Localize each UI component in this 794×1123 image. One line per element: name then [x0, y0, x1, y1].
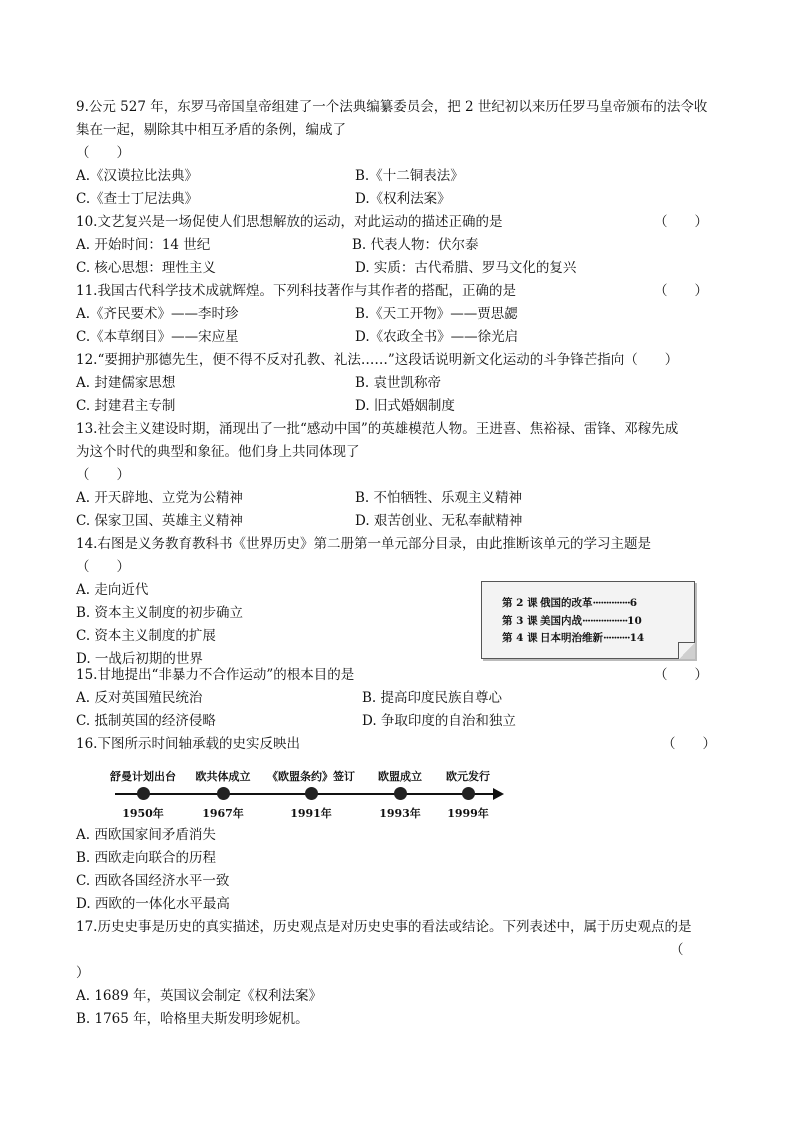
- timeline-point: [462, 787, 475, 800]
- q11-option-c: C.《本草纲目》——宋应星: [76, 329, 239, 345]
- timeline-point: [217, 787, 230, 800]
- q15-option-c: C. 抵制英国的经济侵略: [76, 713, 216, 729]
- timeline-event-label: 舒曼计划出台: [110, 770, 176, 783]
- q12-option-d: D. 旧式婚姻制度: [355, 398, 455, 414]
- toc-lesson-title: 美国内战: [540, 615, 582, 627]
- q9-stem-line2: 集在一起，剔除其中相互矛盾的条例，编成了: [76, 122, 346, 138]
- q9-stem-line1: 9.公元 527 年，东罗马帝国皇帝组建了一个法典编纂委员会，把 2 世纪初以来历任罗马皇帝颁布的法令收: [76, 99, 708, 115]
- q9-option-d: D.《权利法案》: [355, 191, 451, 207]
- q15-answer-paren: （ ）: [654, 667, 708, 683]
- q12-stem: 12.“要拥护那德先生，便不得不反对孔教、礼法……”这段话说明新文化运动的斗争锋芒指向（ ）: [76, 352, 679, 368]
- q12-option-c: C. 封建君主专制: [76, 398, 176, 414]
- q9-answer-paren: （ ）: [76, 145, 130, 161]
- q13-option-b: B. 不怕牺牲、乐观主义精神: [355, 490, 523, 506]
- toc-leader-dots: ··············: [592, 597, 630, 609]
- toc-lesson-title: 日本明治维新: [540, 632, 603, 644]
- toc-lesson-number: 第 4 课: [502, 632, 538, 644]
- q16-answer-paren: （ ）: [662, 736, 716, 752]
- q14-option-d: D. 一战后初期的世界: [76, 651, 203, 667]
- toc-row: [502, 613, 642, 629]
- toc-lesson-number: 第 3 课: [502, 615, 538, 627]
- timeline-event-label: 欧元发行: [446, 770, 490, 783]
- q14-option-b: B. 资本主义制度的初步确立: [76, 605, 244, 621]
- timeline-year-label: 1950年: [122, 807, 164, 820]
- timeline-arrowhead: [493, 788, 504, 800]
- timeline-event-label: 欧共体成立: [195, 770, 251, 783]
- q16-stem: 16.下图所示时间轴承载的史实反映出: [76, 736, 300, 752]
- q17-stem: 17.历史史事是历史的真实描述，历史观点是对历史史事的看法或结论。下列表述中，属于历史观点的是: [76, 919, 692, 935]
- timeline-event-label: 欧盟成立: [378, 770, 422, 783]
- toc-page-number: 6: [629, 597, 637, 609]
- q10-option-d: D. 实质：古代希腊、罗马文化的复兴: [355, 260, 577, 276]
- q16-option-d: D. 西欧的一体化水平最高: [76, 896, 230, 912]
- q10-option-b: B. 代表人物：伏尔泰: [352, 237, 479, 253]
- toc-lesson-title: 俄国的改革: [540, 597, 593, 609]
- q16-option-b: B. 西欧走向联合的历程: [76, 850, 217, 866]
- q17-paren-open: （: [670, 942, 684, 958]
- q11-stem: 11.我国古代科学技术成就辉煌。下列科技著作与其作者的搭配，正确的是: [76, 283, 516, 299]
- timeline-year-label: 1991年: [290, 807, 332, 820]
- q14-stem: 14.右图是义务教育教科书《世界历史》第二册第一单元部分目录，由此推断该单元的学习主题是: [76, 536, 651, 552]
- q15-option-a: A. 反对英国殖民统治: [76, 690, 203, 706]
- toc-leader-dots: ·················: [582, 615, 628, 627]
- q14-option-a: A. 走向近代: [76, 582, 149, 598]
- q16-option-a: A. 西欧国家间矛盾消失: [76, 827, 216, 843]
- timeline-point: [394, 787, 407, 800]
- q9-option-a: A.《汉谟拉比法典》: [76, 168, 199, 184]
- q16-option-c: C. 西欧各国经济水平一致: [76, 873, 230, 889]
- q13-option-a: A. 开天辟地、立党为公精神: [76, 490, 243, 506]
- toc-lesson-number: 第 2 课: [502, 597, 538, 609]
- q14-option-c: C. 资本主义制度的扩展: [76, 628, 216, 644]
- q17-option-b: B. 1765 年，哈格里夫斯发明珍妮机。: [76, 1011, 309, 1027]
- timeline-year-label: 1993年: [379, 807, 421, 820]
- timeline-point: [137, 787, 150, 800]
- toc-page-number: 14: [629, 632, 645, 644]
- q11-answer-paren: （ ）: [654, 283, 708, 299]
- toc-leader-dots: ··········: [603, 632, 630, 644]
- timeline-year-label: 1999年: [447, 807, 489, 820]
- q17-paren-close: ）: [76, 965, 90, 981]
- q15-option-b: B. 提高印度民族自尊心: [362, 690, 503, 706]
- q15-stem: 15.甘地提出“非暴力不合作运动”的根本目的是: [76, 667, 355, 683]
- toc-row: [502, 595, 637, 611]
- q11-option-d: D.《农政全书》——徐光启: [355, 329, 519, 345]
- q14-answer-paren: （ ）: [76, 559, 130, 575]
- q13-option-c: C. 保家卫国、英雄主义精神: [76, 513, 243, 529]
- q10-answer-paren: （ ）: [654, 214, 708, 230]
- q10-stem: 10.文艺复兴是一场促使人们思想解放的运动，对此运动的描述正确的是: [76, 214, 503, 230]
- q9-option-c: C.《查士丁尼法典》: [76, 191, 199, 207]
- q13-answer-paren: （ ）: [76, 467, 130, 483]
- toc-row: [502, 630, 644, 646]
- q13-stem-line1: 13.社会主义建设时期，涌现出了一批“感动中国”的英雄模范人物。王进喜、焦裕禄、雷锋、邓稼先成: [76, 421, 679, 437]
- q10-option-a: A. 开始时间：14 世纪: [76, 237, 211, 253]
- timeline-year-label: 1967年: [202, 807, 244, 820]
- q13-option-d: D. 艰苦创业、无私奉献精神: [355, 513, 523, 529]
- q17-option-a: A. 1689 年，英国议会制定《权利法案》: [76, 988, 322, 1004]
- q12-option-a: A. 封建儒家思想: [76, 375, 176, 391]
- q10-option-c: C. 核心思想：理性主义: [76, 260, 216, 276]
- q13-stem-line2: 为这个时代的典型和象征。他们身上共同体现了: [76, 444, 360, 460]
- q9-option-b: B.《十二铜表法》: [355, 168, 464, 184]
- q15-option-d: D. 争取印度的自治和独立: [362, 713, 516, 729]
- timeline-point: [305, 787, 318, 800]
- eu-integration-timeline: [100, 764, 510, 824]
- q11-option-a: A.《齐民要术》——李时珍: [76, 306, 239, 322]
- q12-option-b: B. 袁世凯称帝: [355, 375, 442, 391]
- q11-option-b: B.《天工开物》——贾思勰: [355, 306, 518, 322]
- table-of-contents-figure: [481, 581, 695, 659]
- timeline-event-label: 《欧盟条约》签订: [267, 770, 355, 783]
- page-curl-corner: [678, 642, 695, 659]
- toc-page-number: 10: [627, 615, 642, 627]
